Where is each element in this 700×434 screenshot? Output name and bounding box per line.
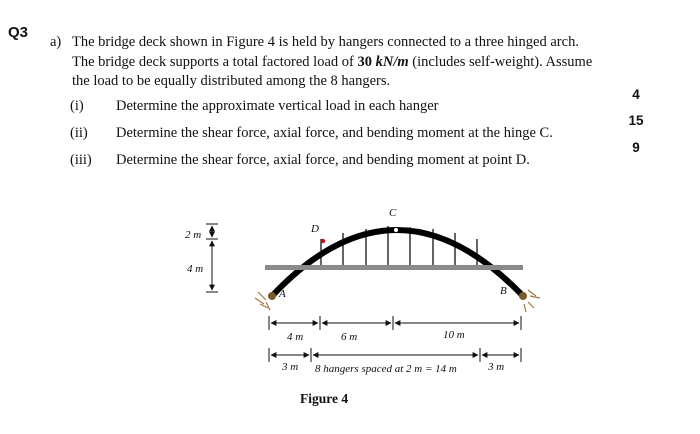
subpart-number: (ii) — [70, 125, 88, 141]
label-a: A — [279, 288, 286, 300]
dim-3m-left: 3 m — [282, 361, 299, 373]
label-d: D — [311, 223, 319, 235]
subpart-text: Determine the approximate vertical load in each hanger — [116, 98, 439, 114]
figure-caption: Figure 4 — [300, 391, 349, 406]
dim-4m: 4 m — [287, 331, 304, 343]
subpart-number: (iii) — [70, 152, 92, 168]
marks-ii: 15 — [628, 113, 644, 128]
marks-i: 4 — [632, 87, 640, 102]
intro-line-1: The bridge deck shown in Figure 4 is held by hangers connected to a three hinged arch. — [72, 34, 579, 50]
hinge-c — [394, 228, 399, 233]
intro-line-2-before: The bridge deck supports a total factored load of — [72, 53, 358, 70]
dimension-row-1 — [269, 316, 521, 330]
dim-10m: 10 m — [443, 329, 465, 341]
height-label-top: 2 m — [185, 229, 202, 241]
part-label: a) — [50, 34, 62, 50]
dimension-row-2 — [269, 348, 521, 362]
dim-hangers-spacing: 8 hangers spaced at 2 m = 14 m — [315, 363, 457, 375]
dim-3m-right: 3 m — [488, 361, 505, 373]
point-d-marker — [321, 239, 325, 243]
intro-line-2-after: (includes self-weight). Assume — [408, 53, 593, 70]
height-dimension — [185, 224, 218, 292]
load-value: 30 — [357, 53, 376, 70]
support-b — [519, 290, 540, 312]
load-unit: kN/m — [375, 53, 409, 70]
label-c: C — [389, 207, 397, 219]
marks-iii: 9 — [632, 140, 640, 155]
arch — [272, 230, 523, 296]
subpart-number: (i) — [70, 98, 84, 114]
intro-line-3: the load to be equally distributed among the 8 hangers. — [72, 73, 391, 89]
height-label-bottom: 4 m — [187, 263, 204, 275]
subpart-text: Determine the shear force, axial force, and bending moment at point D. — [116, 152, 530, 168]
label-b: B — [500, 285, 507, 297]
bridge-deck — [265, 265, 523, 270]
subpart-text: Determine the shear force, axial force, and bending moment at the hinge C. — [116, 125, 553, 141]
support-a — [255, 292, 276, 310]
question-number: Q3 — [8, 24, 29, 41]
dim-6m: 6 m — [341, 331, 358, 343]
